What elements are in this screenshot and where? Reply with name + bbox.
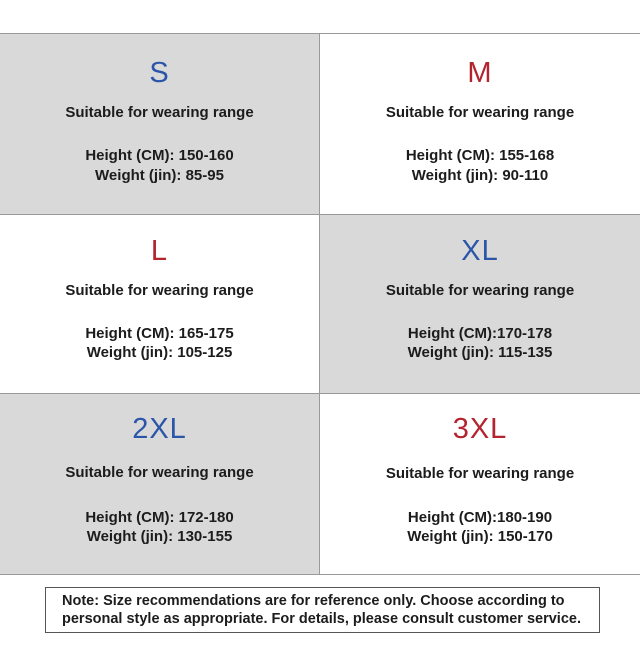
column-divider bbox=[319, 33, 320, 575]
range-label: Suitable for wearing range bbox=[65, 104, 254, 121]
weight-range: Weight (jin): 130-155 bbox=[86, 528, 233, 545]
note-line-1: Note: Size recommendations are for reference only. Choose according to bbox=[62, 593, 565, 609]
weight-range: Weight (jin): 90-110 bbox=[411, 167, 549, 184]
size-name: L bbox=[150, 235, 169, 267]
weight-range: Weight (jin): 85-95 bbox=[95, 167, 224, 184]
size-cell-l bbox=[0, 215, 319, 393]
height-range: Height (CM): 155-168 bbox=[405, 147, 555, 164]
size-name: 3XL bbox=[452, 413, 508, 445]
size-name: 2XL bbox=[132, 413, 187, 445]
size-name: M bbox=[467, 57, 493, 89]
row-divider bbox=[0, 393, 640, 394]
reference-note bbox=[45, 587, 600, 633]
height-range: Height (CM):180-190 bbox=[407, 509, 553, 526]
weight-range: Weight (jin): 115-135 bbox=[407, 344, 553, 361]
size-cell-s bbox=[0, 34, 319, 214]
weight-range: Weight (jin): 150-170 bbox=[407, 528, 553, 545]
size-name: XL bbox=[461, 235, 499, 267]
range-label: Suitable for wearing range bbox=[385, 104, 575, 121]
size-name: S bbox=[149, 57, 170, 89]
height-range: Height (CM): 172-180 bbox=[85, 509, 234, 526]
size-cell-3xl bbox=[320, 394, 640, 574]
range-label: Suitable for wearing range bbox=[65, 464, 254, 481]
range-label: Suitable for wearing range bbox=[385, 282, 575, 299]
range-label: Suitable for wearing range bbox=[65, 282, 254, 299]
size-cell-xl bbox=[320, 215, 640, 393]
height-range: Height (CM): 165-175 bbox=[85, 325, 234, 342]
row-divider bbox=[0, 214, 640, 215]
height-range: Height (CM): 150-160 bbox=[85, 147, 234, 164]
weight-range: Weight (jin): 105-125 bbox=[86, 344, 233, 361]
range-label: Suitable for wearing range bbox=[385, 465, 575, 482]
size-cell-m bbox=[320, 34, 640, 214]
height-range: Height (CM):170-178 bbox=[407, 325, 553, 342]
size-cell-2xl bbox=[0, 394, 319, 574]
note-line-2: personal style as appropriate. For details, please consult customer service. bbox=[62, 611, 581, 627]
